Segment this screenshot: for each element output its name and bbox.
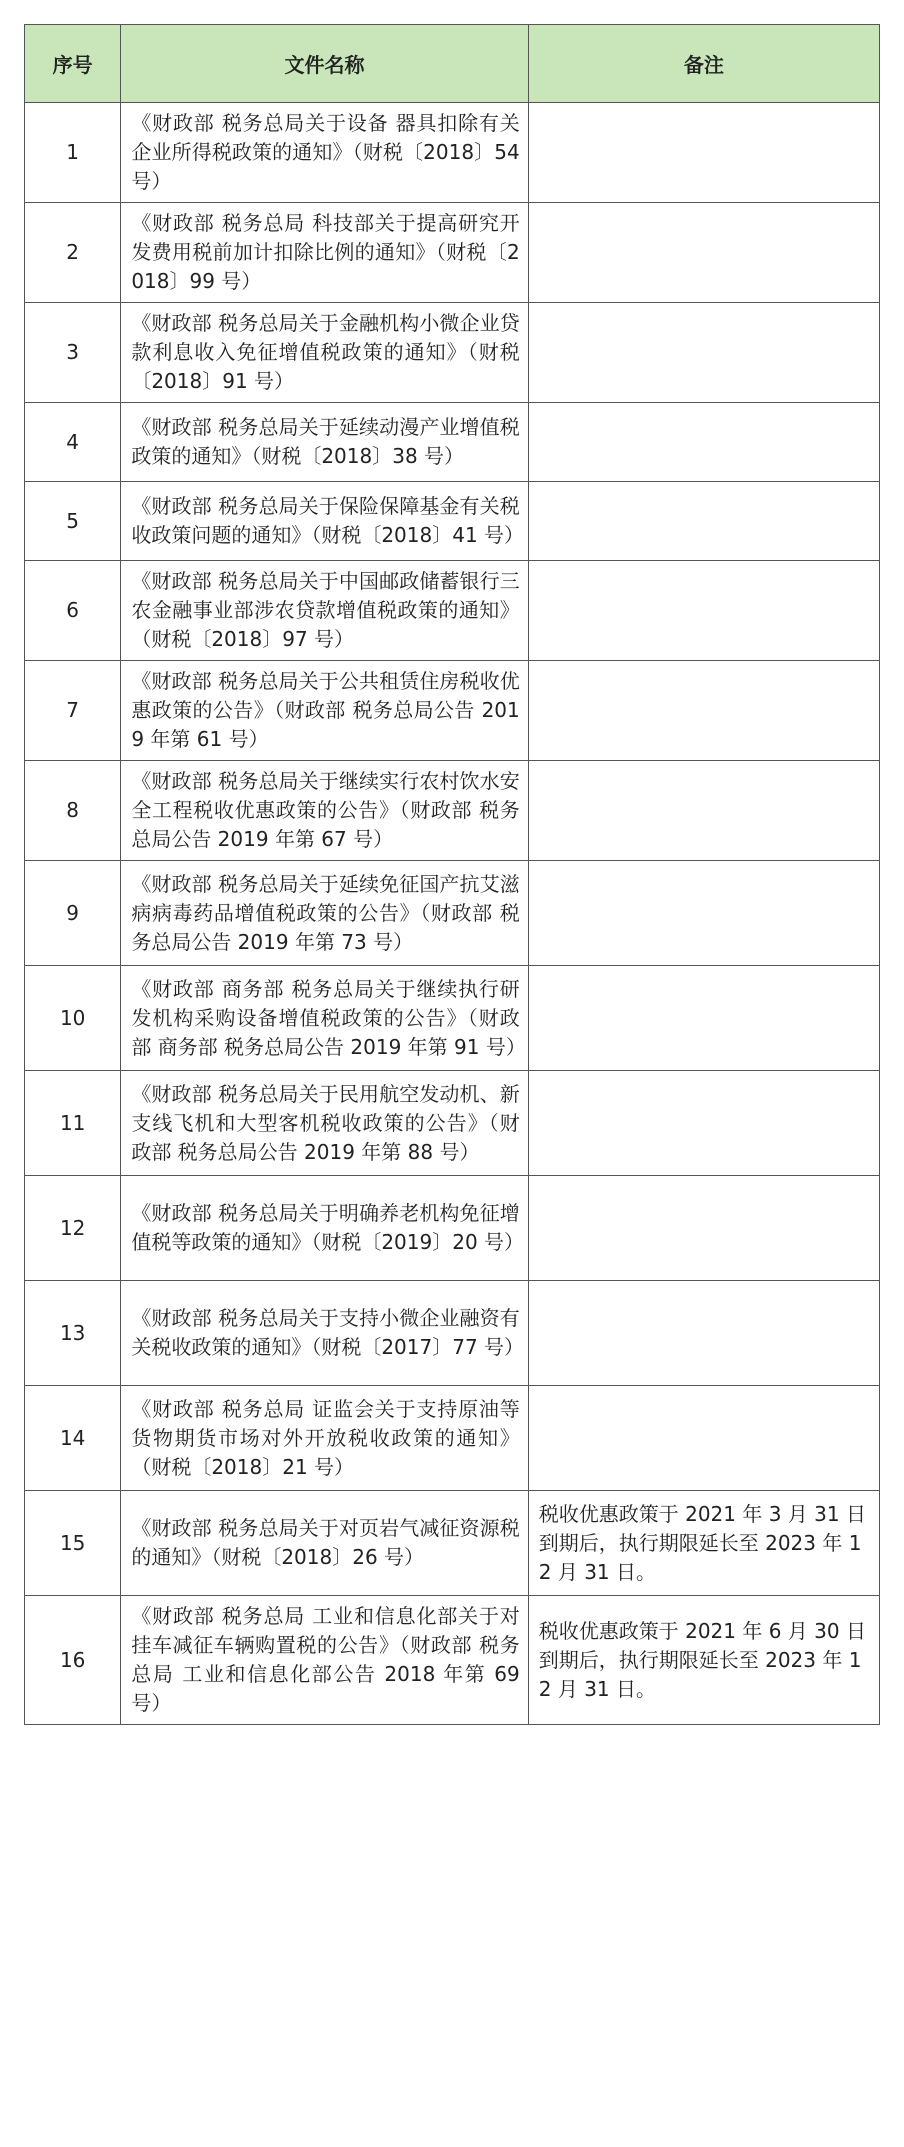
- cell-note: [528, 1071, 879, 1176]
- cell-no: 1: [25, 103, 121, 203]
- cell-no: 6: [25, 561, 121, 661]
- cell-document-name: 《财政部 税务总局关于明确养老机构免征增值税等政策的通知》（财税〔2019〕20 号）: [121, 1176, 528, 1281]
- table-row: [25, 1386, 880, 1491]
- cell-document-name: 《财政部 税务总局 科技部关于提高研究开发费用税前加计扣除比例的通知》（财税〔2018〕99 号）: [121, 203, 528, 303]
- cell-no: 8: [25, 761, 121, 861]
- table-row: [25, 203, 880, 303]
- table-row: [25, 403, 880, 482]
- table-row: [25, 861, 880, 966]
- cell-document-name: 《财政部 税务总局关于继续实行农村饮水安全工程税收优惠政策的公告》（财政部 税务总局公告 2019 年第 67 号）: [121, 761, 528, 861]
- cell-note: [528, 1176, 879, 1281]
- cell-no: 3: [25, 303, 121, 403]
- cell-document-name: 《财政部 税务总局关于支持小微企业融资有关税收政策的通知》（财税〔2017〕77 号）: [121, 1281, 528, 1386]
- table-row: [25, 303, 880, 403]
- cell-no: 12: [25, 1176, 121, 1281]
- cell-note: [528, 761, 879, 861]
- cell-note: [528, 203, 879, 303]
- table-header-row: [25, 25, 880, 103]
- table-row: [25, 1071, 880, 1176]
- cell-note: [528, 561, 879, 661]
- cell-note: [528, 861, 879, 966]
- cell-document-name: 《财政部 税务总局 工业和信息化部关于对挂车减征车辆购置税的公告》（财政部 税务总局 工业和信息化部公告 2018 年第 69 号）: [121, 1596, 528, 1725]
- cell-no: 7: [25, 661, 121, 761]
- cell-document-name: 《财政部 税务总局关于中国邮政储蓄银行三农金融事业部涉农贷款增值税政策的通知》（财税〔2018〕97 号）: [121, 561, 528, 661]
- cell-no: 4: [25, 403, 121, 482]
- cell-note: [528, 103, 879, 203]
- cell-no: 11: [25, 1071, 121, 1176]
- cell-document-name: 《财政部 税务总局关于公共租赁住房税收优惠政策的公告》（财政部 税务总局公告 2019 年第 61 号）: [121, 661, 528, 761]
- cell-no: 10: [25, 966, 121, 1071]
- cell-note: [528, 966, 879, 1071]
- table-row: [25, 103, 880, 203]
- header-note: 备注: [528, 25, 879, 103]
- header-no: 序号: [25, 25, 121, 103]
- table-row: [25, 1596, 880, 1725]
- cell-note: [528, 1281, 879, 1386]
- cell-document-name: 《财政部 税务总局关于延续免征国产抗艾滋病病毒药品增值税政策的公告》（财政部 税务总局公告 2019 年第 73 号）: [121, 861, 528, 966]
- policy-table: [24, 24, 880, 1725]
- cell-no: 16: [25, 1596, 121, 1725]
- cell-no: 5: [25, 482, 121, 561]
- cell-note: [528, 661, 879, 761]
- cell-no: 2: [25, 203, 121, 303]
- table-row: [25, 661, 880, 761]
- cell-note: [528, 403, 879, 482]
- cell-note: 税收优惠政策于 2021 年 6 月 30 日到期后，执行期限延长至 2023 年 12 月 31 日。: [528, 1596, 879, 1725]
- cell-note: [528, 482, 879, 561]
- cell-document-name: 《财政部 税务总局 证监会关于支持原油等货物期货市场对外开放税收政策的通知》（财税〔2018〕21 号）: [121, 1386, 528, 1491]
- cell-no: 14: [25, 1386, 121, 1491]
- table-row: [25, 482, 880, 561]
- cell-no: 9: [25, 861, 121, 966]
- cell-document-name: 《财政部 税务总局关于延续动漫产业增值税政策的通知》（财税〔2018〕38 号）: [121, 403, 528, 482]
- table-row: [25, 1491, 880, 1596]
- cell-no: 15: [25, 1491, 121, 1596]
- table-row: [25, 1281, 880, 1386]
- header-name: 文件名称: [121, 25, 528, 103]
- table-row: [25, 1176, 880, 1281]
- table-row: [25, 561, 880, 661]
- cell-note: [528, 1386, 879, 1491]
- cell-no: 13: [25, 1281, 121, 1386]
- table-body: [25, 103, 880, 1725]
- cell-document-name: 《财政部 商务部 税务总局关于继续执行研发机构采购设备增值税政策的公告》（财政部 商务部 税务总局公告 2019 年第 91 号）: [121, 966, 528, 1071]
- cell-document-name: 《财政部 税务总局关于民用航空发动机、新支线飞机和大型客机税收政策的公告》（财政部 税务总局公告 2019 年第 88 号）: [121, 1071, 528, 1176]
- cell-document-name: 《财政部 税务总局关于保险保障基金有关税收政策问题的通知》（财税〔2018〕41 号）: [121, 482, 528, 561]
- table-row: [25, 966, 880, 1071]
- table-row: [25, 761, 880, 861]
- cell-note: [528, 303, 879, 403]
- cell-document-name: 《财政部 税务总局关于对页岩气减征资源税的通知》（财税〔2018〕26 号）: [121, 1491, 528, 1596]
- cell-note: 税收优惠政策于 2021 年 3 月 31 日到期后，执行期限延长至 2023 年 12 月 31 日。: [528, 1491, 879, 1596]
- cell-document-name: 《财政部 税务总局关于设备 器具扣除有关企业所得税政策的通知》（财税〔2018〕54 号）: [121, 103, 528, 203]
- cell-document-name: 《财政部 税务总局关于金融机构小微企业贷款利息收入免征增值税政策的通知》（财税〔2018〕91 号）: [121, 303, 528, 403]
